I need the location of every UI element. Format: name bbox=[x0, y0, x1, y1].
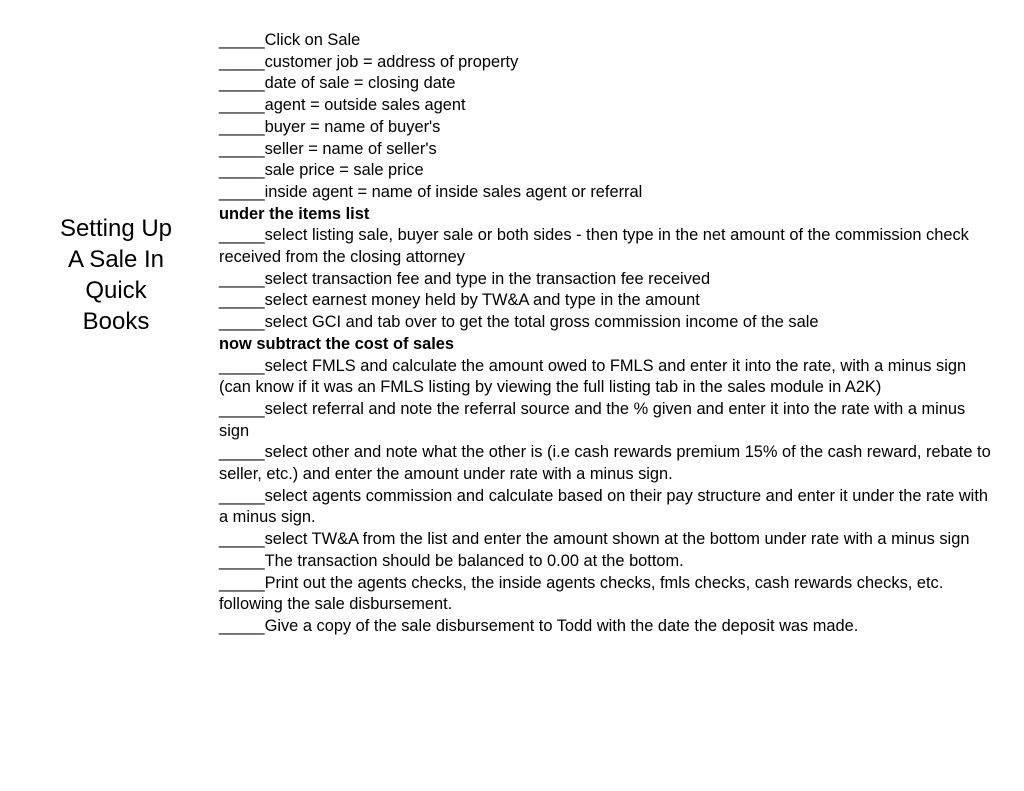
title-line: Books bbox=[82, 308, 150, 335]
checklist-item: _____Give a copy of the sale disbursement to Todd with the date the deposit was made. bbox=[219, 616, 859, 635]
checklist-item: _____Click on Sale bbox=[219, 31, 361, 49]
checklist-item: _____select FMLS and calculate the amount owed to FMLS and enter it into the rate, with a minus sign (can know if it was an FMLS listing by viewing the full listing tab in the sales module in A2K) bbox=[219, 356, 967, 397]
checklist-item: _____select earnest money held by TW&A and type in the amount bbox=[219, 291, 700, 310]
section-heading: under the items list bbox=[219, 204, 370, 223]
checklist-item: _____agent = outside sales agent bbox=[219, 96, 466, 115]
checklist-item: _____select GCI and tab over to get the total gross commission income of the sale bbox=[219, 313, 819, 332]
checklist-item: _____select agents commission and calculate based on their pay structure and enter it under the rate with a minus sign. bbox=[219, 486, 988, 527]
checklist-item: _____date of sale = closing date bbox=[219, 74, 456, 93]
title-line: Setting Up bbox=[59, 215, 173, 242]
title-line: A Sale In bbox=[67, 246, 165, 273]
checklist-item: _____select TW&A from the list and enter the amount shown at the bottom under rate with a minus sign bbox=[219, 530, 970, 549]
checklist-item: _____inside agent = name of inside sales agent or referral bbox=[219, 182, 643, 201]
checklist-item: _____customer job = address of property bbox=[219, 52, 519, 71]
checklist-item: _____select referral and note the referral source and the % given and enter it into the rate with a minus sign bbox=[219, 399, 966, 440]
checklist bbox=[219, 30, 999, 638]
checklist-item: _____seller = name of seller's bbox=[219, 139, 437, 158]
checklist-item: _____sale price = sale price bbox=[219, 161, 424, 180]
section-heading: now subtract the cost of sales bbox=[219, 334, 454, 353]
checklist-item: _____buyer = name of buyer's bbox=[219, 117, 441, 136]
checklist-item: _____select listing sale, buyer sale or both sides - then type in the net amount of the commission check received from the closing attorney bbox=[219, 226, 969, 267]
slide-title bbox=[40, 213, 192, 337]
checklist-item: _____select transaction fee and type in the transaction fee received bbox=[219, 269, 711, 288]
checklist-item: _____select other and note what the other is (i.e cash rewards premium 15% of the cash reward, rebate to seller, etc.) and enter the amount under rate with a minus sign. bbox=[219, 443, 991, 484]
checklist-item: _____The transaction should be balanced to 0.00 at the bottom. bbox=[219, 551, 684, 570]
checklist-item: _____Print out the agents checks, the inside agents checks, fmls checks, cash rewards checks, etc. following the sale disbursement. bbox=[219, 573, 944, 614]
title-line: Quick bbox=[85, 277, 147, 304]
